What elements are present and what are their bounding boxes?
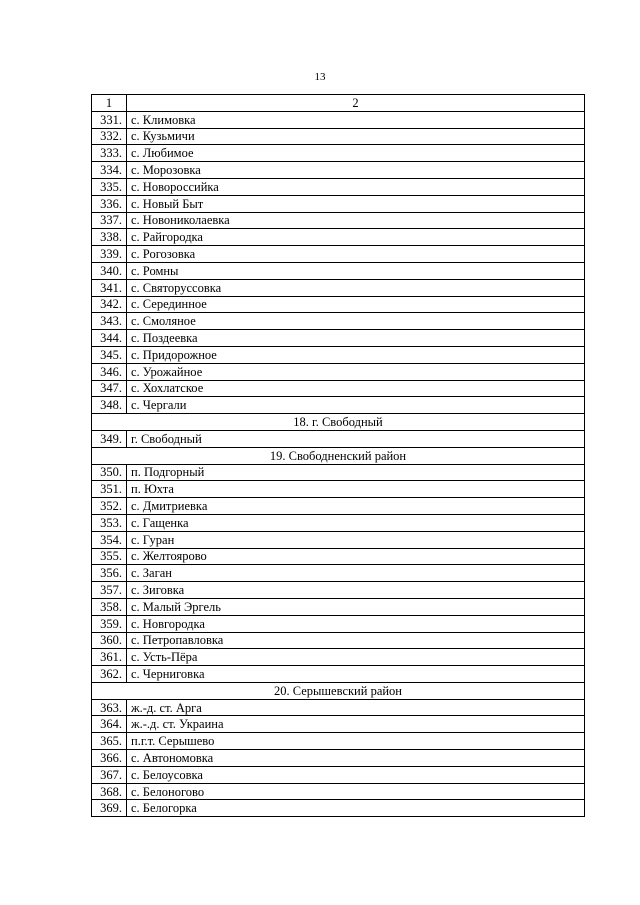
table-row: [92, 346, 585, 363]
table-row: [92, 296, 585, 313]
section-row: [92, 447, 585, 464]
row-number: 332.: [92, 128, 127, 145]
row-number: 360.: [92, 632, 127, 649]
row-number: 346.: [92, 363, 127, 380]
settlement-name: с. Усть-Пёра: [127, 649, 585, 666]
settlement-name: п.г.т. Серышево: [127, 733, 585, 750]
section-row: [92, 414, 585, 431]
table-row: [92, 632, 585, 649]
row-number: 355.: [92, 548, 127, 565]
row-number: 351.: [92, 481, 127, 498]
table-row: [92, 531, 585, 548]
table-row: [92, 598, 585, 615]
column-header-2: 2: [127, 95, 585, 112]
table-row: [92, 649, 585, 666]
table-row: [92, 279, 585, 296]
table-row: [92, 548, 585, 565]
settlement-table: [91, 94, 585, 817]
settlement-name: с. Белоусовка: [127, 766, 585, 783]
settlement-name: с. Гуран: [127, 531, 585, 548]
table-row: [92, 615, 585, 632]
row-number: 361.: [92, 649, 127, 666]
table-row: [92, 716, 585, 733]
table-row: [92, 111, 585, 128]
row-number: 338.: [92, 229, 127, 246]
settlement-name: с. Любимое: [127, 145, 585, 162]
settlement-name: с. Чергали: [127, 397, 585, 414]
row-number: 353.: [92, 514, 127, 531]
row-number: 331.: [92, 111, 127, 128]
row-number: 342.: [92, 296, 127, 313]
row-number: 341.: [92, 279, 127, 296]
settlement-name: с. Заган: [127, 565, 585, 582]
settlement-name: с. Райгородка: [127, 229, 585, 246]
settlement-name: с. Новониколаевка: [127, 212, 585, 229]
table-row: [92, 699, 585, 716]
settlement-name: с. Гащенка: [127, 514, 585, 531]
settlement-name: с. Автономовка: [127, 750, 585, 767]
table-row: [92, 464, 585, 481]
settlement-name: с. Климовка: [127, 111, 585, 128]
row-number: 356.: [92, 565, 127, 582]
settlement-name: ж.-.д. ст. Украина: [127, 716, 585, 733]
row-number: 366.: [92, 750, 127, 767]
settlement-name: с. Белоногово: [127, 783, 585, 800]
settlement-name: с. Новый Быт: [127, 195, 585, 212]
section-row: [92, 682, 585, 699]
settlement-name: с. Зиговка: [127, 582, 585, 599]
section-title: 19. Свободненский район: [92, 447, 585, 464]
settlement-name: с. Морозовка: [127, 162, 585, 179]
row-number: 357.: [92, 582, 127, 599]
table-row: [92, 246, 585, 263]
row-number: 364.: [92, 716, 127, 733]
table-row: [92, 565, 585, 582]
table-row: [92, 380, 585, 397]
settlement-name: п. Юхта: [127, 481, 585, 498]
settlement-name: с. Новгородка: [127, 615, 585, 632]
settlement-name: г. Свободный: [127, 430, 585, 447]
table-row: [92, 162, 585, 179]
table-row: [92, 783, 585, 800]
column-header-1: 1: [92, 95, 127, 112]
row-number: 363.: [92, 699, 127, 716]
settlement-name: с. Кузьмичи: [127, 128, 585, 145]
settlement-name: с. Новороссийка: [127, 178, 585, 195]
table-row: [92, 766, 585, 783]
row-number: 369.: [92, 800, 127, 817]
row-number: 365.: [92, 733, 127, 750]
table-body: [92, 95, 585, 817]
table-row: [92, 313, 585, 330]
row-number: 340.: [92, 262, 127, 279]
row-number: 337.: [92, 212, 127, 229]
table-row: [92, 582, 585, 599]
settlement-name: с. Черниговка: [127, 666, 585, 683]
settlement-name: с. Поздеевка: [127, 330, 585, 347]
row-number: 362.: [92, 666, 127, 683]
table-row: [92, 750, 585, 767]
row-number: 339.: [92, 246, 127, 263]
page-number: 13: [314, 71, 326, 83]
row-number: 367.: [92, 766, 127, 783]
table-row: [92, 397, 585, 414]
table-row: [92, 262, 585, 279]
header-row: [92, 95, 585, 112]
table-row: [92, 498, 585, 515]
row-number: 334.: [92, 162, 127, 179]
row-number: 349.: [92, 430, 127, 447]
settlement-name: с. Святоруссовка: [127, 279, 585, 296]
settlement-name: с. Ромны: [127, 262, 585, 279]
settlement-name: с. Желтоярово: [127, 548, 585, 565]
table-row: [92, 145, 585, 162]
row-number: 335.: [92, 178, 127, 195]
row-number: 345.: [92, 346, 127, 363]
settlement-name: ж.-д. ст. Арга: [127, 699, 585, 716]
section-title: 18. г. Свободный: [92, 414, 585, 431]
row-number: 348.: [92, 397, 127, 414]
settlement-name: с. Придорожное: [127, 346, 585, 363]
row-number: 358.: [92, 598, 127, 615]
table-row: [92, 666, 585, 683]
settlement-name: с. Петропавловка: [127, 632, 585, 649]
row-number: 347.: [92, 380, 127, 397]
row-number: 333.: [92, 145, 127, 162]
table-row: [92, 330, 585, 347]
table-row: [92, 363, 585, 380]
table-row: [92, 212, 585, 229]
settlement-name: с. Рогозовка: [127, 246, 585, 263]
table-row: [92, 514, 585, 531]
row-number: 344.: [92, 330, 127, 347]
row-number: 354.: [92, 531, 127, 548]
row-number: 343.: [92, 313, 127, 330]
settlement-name: п. Подгорный: [127, 464, 585, 481]
settlement-name: с. Дмитриевка: [127, 498, 585, 515]
row-number: 336.: [92, 195, 127, 212]
settlement-name: с. Малый Эргель: [127, 598, 585, 615]
settlement-name: с. Хохлатское: [127, 380, 585, 397]
settlement-name: с. Смоляное: [127, 313, 585, 330]
row-number: 368.: [92, 783, 127, 800]
row-number: 350.: [92, 464, 127, 481]
settlement-name: с. Белогорка: [127, 800, 585, 817]
table-row: [92, 128, 585, 145]
section-title: 20. Серышевский район: [92, 682, 585, 699]
settlement-name: с. Урожайное: [127, 363, 585, 380]
row-number: 359.: [92, 615, 127, 632]
settlement-name: с. Серединное: [127, 296, 585, 313]
row-number: 352.: [92, 498, 127, 515]
table-row: [92, 178, 585, 195]
table-row: [92, 733, 585, 750]
table-row: [92, 481, 585, 498]
table-row: [92, 195, 585, 212]
table-row: [92, 800, 585, 817]
table-row: [92, 430, 585, 447]
table-row: [92, 229, 585, 246]
